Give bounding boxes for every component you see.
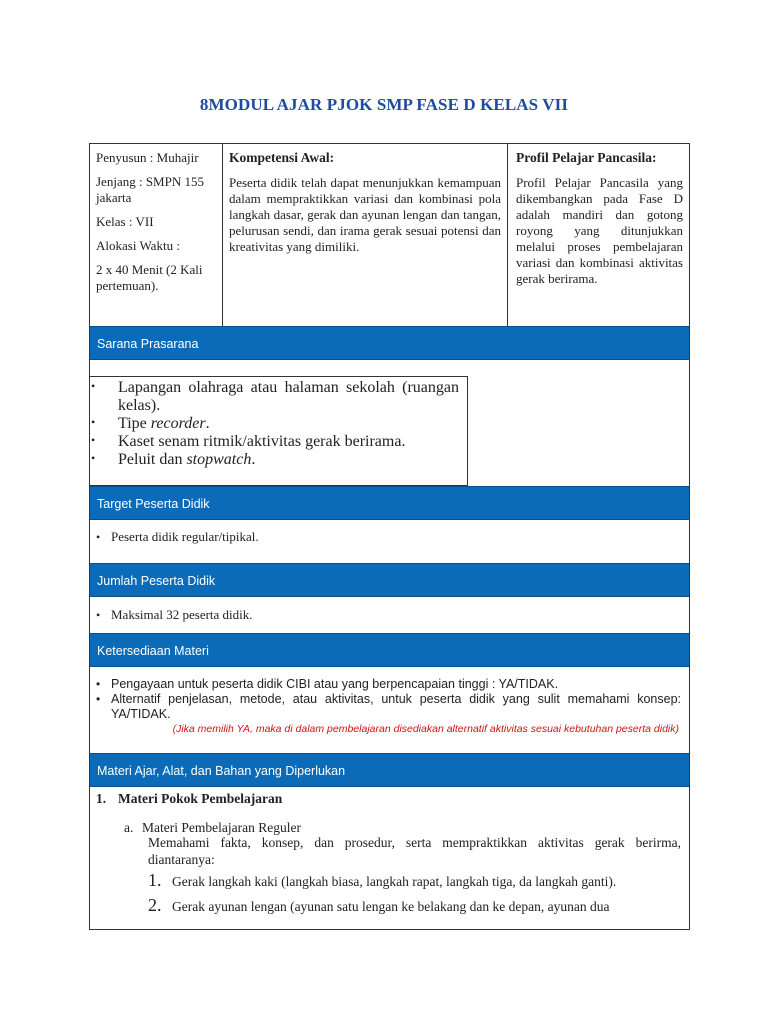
list-item: • Kaset senam ritmik/aktivitas gerak berirama. bbox=[90, 433, 467, 451]
material-availability-section bbox=[90, 677, 689, 737]
info-row bbox=[90, 144, 689, 328]
material-description: Memahami fakta, konsep, dan prosedur, serta mempraktikkan aktivitas gerak berirma, diantaranya: bbox=[148, 835, 681, 867]
list-item: • Pengayaan untuk peserta didik CIBI atau yang berpencapaian tinggi : YA/TIDAK. bbox=[90, 677, 689, 692]
identity-column bbox=[90, 144, 223, 327]
list-item: • Peserta didik regular/tipikal. bbox=[90, 529, 689, 545]
school-level-text: Jenjang : SMPN 155 jakarta bbox=[96, 174, 204, 205]
document-title: 8MODUL AJAR PJOK SMP FASE D KELAS VII bbox=[199, 95, 569, 114]
pancasila-profile-heading: Profil Pelajar Pancasila: bbox=[516, 150, 657, 165]
class-text: Kelas : VII bbox=[96, 214, 154, 229]
selection-note: (Jika memilih YA, maka di dalam pembelajaran disediakan alternatif aktivitas sesuai kebutuhan peserta didik) bbox=[172, 723, 679, 735]
section-header-target: Target Peserta Didik bbox=[90, 486, 689, 520]
author-text: Penyusun : Muhajir bbox=[96, 150, 199, 165]
time-allocation-label: Alokasi Waktu : bbox=[96, 238, 180, 253]
section-header-facilities: Sarana Prasarana bbox=[90, 326, 689, 360]
list-item: • Alternatif penjelasan, metode, atau aktivitas, untuk peserta didik yang sulit memahami konsep: YA/TIDAK. bbox=[90, 692, 689, 722]
facilities-list bbox=[90, 379, 467, 469]
section-header-teaching-materials: Materi Ajar, Alat, dan Bahan yang Diperlukan bbox=[90, 753, 689, 787]
pancasila-profile-text: Profil Pelajar Pancasila yang dikembangkan pada Fase D adalah mandiri dan gotong royong yang ditunjukkan melalui proses pembelajaran variasi dan kombinasi aktivitas gerak berirama. bbox=[516, 175, 683, 286]
regular-material-subheading: a. Materi Pembelajaran Reguler bbox=[124, 820, 301, 835]
list-item: 2. Gerak ayunan lengan (ayunan satu lengan ke belakang dan ke depan, ayunan dua bbox=[148, 895, 610, 915]
initial-competency-column bbox=[223, 144, 508, 327]
list-item: • Lapangan olahraga atau halaman sekolah (ruangan kelas). bbox=[90, 379, 467, 415]
duration-text: 2 x 40 Menit (2 Kali pertemuan). bbox=[96, 262, 203, 293]
list-item: • Tipe recorder. bbox=[90, 415, 467, 433]
initial-competency-text: Peserta didik telah dapat menunjukkan kemampuan dalam mempraktikkan variasi dan kombinasi pola langkah dasar, gerak dan ayunan lengan dan tangan, pelurusan sendi, dan irama gerak sesuai potensi dan kreativitas yang dimiliki. bbox=[229, 175, 501, 254]
list-item: • Peluit dan stopwatch. bbox=[90, 451, 467, 469]
initial-competency-heading: Kompetensi Awal: bbox=[229, 150, 335, 165]
module-table bbox=[89, 143, 690, 930]
list-item: 1. Gerak langkah kaki (langkah biasa, langkah rapat, langkah tiga, da langkah ganti). bbox=[148, 870, 617, 890]
section-header-material-availability: Ketersediaan Materi bbox=[90, 633, 689, 667]
pancasila-profile-column bbox=[508, 144, 689, 327]
list-item: • Maksimal 32 peserta didik. bbox=[90, 607, 689, 623]
main-material-heading: 1. Materi Pokok Pembelajaran bbox=[96, 791, 283, 806]
section-header-count: Jumlah Peserta Didik bbox=[90, 563, 689, 597]
count-section bbox=[90, 607, 689, 623]
facilities-box bbox=[90, 376, 468, 486]
target-section bbox=[90, 529, 689, 545]
